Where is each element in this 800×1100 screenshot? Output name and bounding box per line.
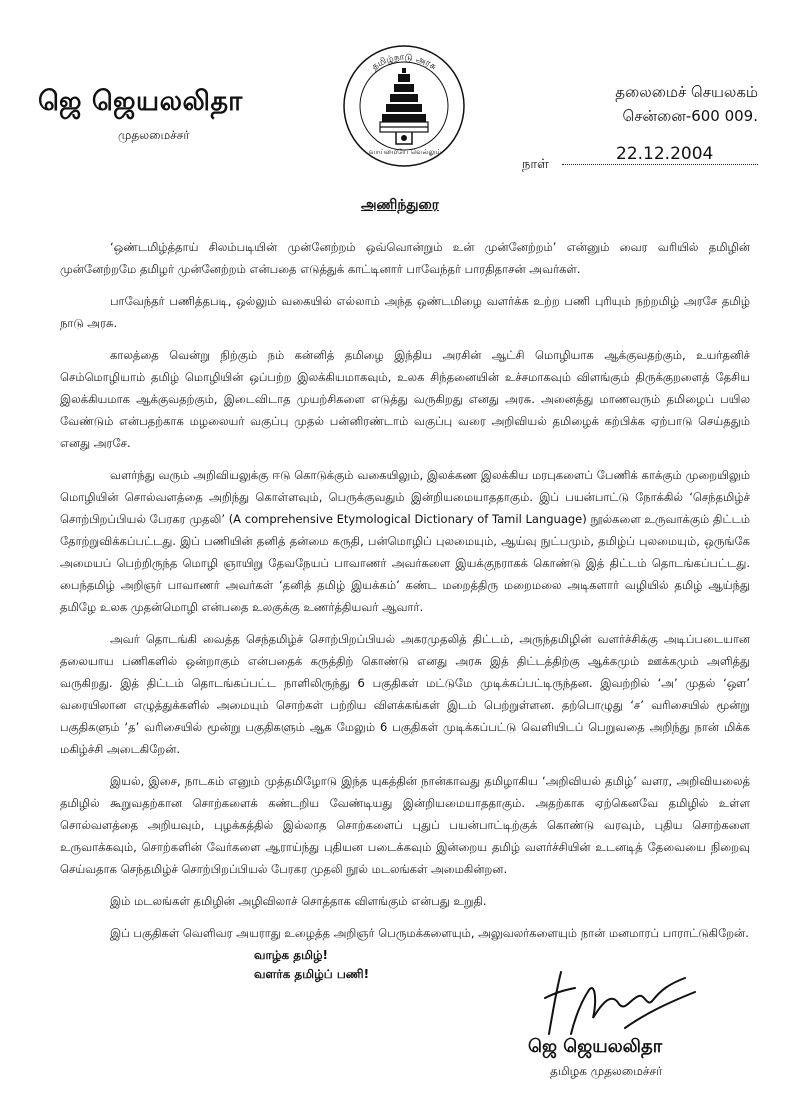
temple-tower-icon: [380, 68, 428, 144]
date-value: 22.12.2004: [616, 144, 714, 164]
body-paragraph: இப் பகுதிகள் வெளிவர அயராது உழைத்த அறிஞர் பெருமக்களையும், அலுவலர்களையும் நான் மனமாரப் பாராட்டுகிறேன்.: [110, 926, 749, 940]
letter-body: [60, 236, 750, 954]
body-paragraph: காலத்தை வென்று நிற்கும் நம் கன்னித் தமிழை இந்திய அரசின் ஆட்சி மொழியாக ஆக்குவதற்கும், உயர்தனிச் செம்மொழியாம் தமிழ் மொழியின் ஒப்பற்ற இலக்கியமாகவும், உலக சிந்தனையின் உச்சமாகவும் விளங்கும் திருக்குறளைத் தேசிய இலக்கியமாக ஆக்குவதற்கும், இடைவிடாத முயற்சிகளை எடுத்து வருகிறது எனது அரசு. அனைத்து மாணவரும் தமிழைப் பயில வேண்டும் என்பதற்காக மழலையர் வகுப்பு முதல் பன்னிரண்டாம் வகுப்பு வரை அறிவியல் தமிழைக் கற்பிக்க ஏற்பாடு செய்ததும் எனது அரசே.: [60, 348, 750, 450]
address-block: [615, 80, 758, 128]
body-paragraph: ‘ஒண்டமிழ்த்தாய் சிலம்படியின் முன்னேற்றம் ஒவ்வொன்றும் உன் முன்னேற்றம்’ என்னும் வைர வரியில் தமிழின் முன்னேற்றமே தமிழர் முன்னேற்றம் என்பதை எடுத்துக் காட்டினார் பாவேந்தர் பாரதிதாசன் அவர்கள்.: [60, 240, 750, 276]
address-line: சென்னை-600 009.: [622, 107, 758, 125]
body-paragraph: அவர் தொடங்கி வைத்த செந்தமிழ்ச் சொற்பிறப்பியல் அகரமுதலித் திட்டம், அருந்தமிழின் வளர்ச்சிக்கு அடிப்படையான தலையாய பணிகளில் ஒன்றாகும் என்பதைக் கருத்திற் கொண்டு எனது அரசு இத் திட்டத்திற்கு ஆக்கமும் ஊக்கமும் அளித்து வருகிறது. இத் திட்டம் தொடங்கப்பட்ட நாளிலிருந்து 6 பகுதிகள் மட்டுமே முடிக்கப்பட்டிருந்தன. இவற்றில் ‘அ’ முதல் ‘ஔ’ வரையிலான எழுத்துக்களில் அமையும் சொற்கள் பற்றிய விளக்கங்கள் இடம் பெற்றுள்ளன. தற்பொழுது ‘ச’ வரிசையில் மூன்று பகுதிகளும் ‘த’ வரிசையில் மூன்று பகுதிகளும் ஆக மேலும் 6 பகுதிகள் முடிக்கப்பட்டு வெளியிடப் பெறுவதை அறிந்து நான் மிக்க மகிழ்ச்சி அடைகிறேன்.: [60, 632, 750, 756]
body-paragraph: வளர்ந்து வரும் அறிவியலுக்கு ஈடு கொடுக்கும் வகையிலும், இலக்கண இலக்கிய மரபுகளைப் பேணிக் காக்கும் முறையிலும் மொழியின் சொல்வளத்தை அறிந்து கொள்ளவும், பெருக்குவதும் இன்றியமையாததாகும். இப் பயன்பாட்டு நோக்கில் ‘செந்தமிழ்ச் சொற்பிறப்பியல் பேரகர முதலி’ (A comprehensive Etymological Dictionary of Tamil Language) நூல்களை உருவாக்கும் திட்டம் தோற்றுவிக்கப்பட்டது. இப் பணியின் தனித் தன்மை கருதி, பன்மொழிப் புலமையும், ஆய்வு நுட்பமும், தமிழ்ப் புலமையும், ஒருங்கே அமையப் பெற்றிருந்த மொழி ஞாயிறு தேவநேயப் பாவாணர் அவர்களை இயக்குநராகக் கொண்டு இத் திட்டம் தொடங்கப்பட்டது. பைந்தமிழ் அறிஞர் பாவாணர் அவர்கள் ‘தனித் தமிழ் இயக்கம்’ கண்ட மறைத்திரு மறைமலை அடிகளார் வழியில் தமிழ் ஆய்ந்து தமிழே உலக முதன்மொழி என்பதை உலகுக்கு உணர்த்தியவர் ஆவார்.: [60, 468, 750, 614]
seal-top-text: தமிழ்நாடு அரசு: [370, 52, 438, 73]
date-label: நாள்: [522, 157, 549, 172]
letter-heading: [0, 197, 800, 215]
heading-text: அணிந்துரை: [361, 197, 439, 213]
signatory-name: ஜெ ஜெயலலிதா: [528, 1036, 663, 1057]
sender-name: ஜெ ஜெயலலிதா: [38, 86, 243, 117]
sender-title: முதலமைச்சர்: [118, 128, 190, 142]
closing-salutation: [254, 946, 369, 984]
closing-line: வளர்க தமிழ்ப் பணி!: [254, 967, 370, 981]
signatory-title: தமிழக முதலமைச்சர்: [550, 1064, 663, 1078]
closing-line: வாழ்க தமிழ்!: [254, 948, 329, 962]
date-field: [522, 144, 762, 174]
address-line: தலைமைச் செயலகம்: [615, 83, 758, 101]
body-paragraph: இம் மடலங்கள் தமிழின் அழிவிலாச் சொத்தாக விளங்கும் என்பது உறுதி.: [110, 894, 487, 908]
seal-motto: வாய்மையே வெல்லும்: [368, 148, 442, 156]
body-paragraph: இயல், இசை, நாடகம் எனும் முத்தமிழோடு இந்த யுகத்தின் நான்காவது தமிழாகிய ‘அறிவியல் தமிழ்’ வளர, அறிவியலைத் தமிழில் கூறுவதற்கான சொற்களைக் கண்டறிய வேண்டியது இன்றியமையாததாகும். அதற்காக ஏற்கெனவே தமிழில் உள்ள சொல்வளத்தை அறியவும், புழக்கத்தில் இல்லாத சொற்களைப் புதுப் பயன்பாட்டிற்குக் கொண்டு வரவும், புதிய சொற்களை உருவாக்கவும், சொற்களின் வேர்களை ஆராய்ந்து புதியன படைக்கவும் இன்றைய தமிழ் வளர்ச்சியின் உடனடித் தேவையை நிறைவு செய்வதாக செந்தமிழ்ச் சொற்பிறப்பியல் பேரகர முதலி நூல் மடலங்கள் அமைகின்றன.: [60, 774, 750, 876]
body-paragraph: பாவேந்தர் பணித்தபடி, ஒல்லும் வகையில் எல்லாம் அந்த ஒண்டமிழை வளர்க்க உற்ற பணி புரியும் நற்றமிழ் அரசே தமிழ் நாடு அரசு.: [60, 294, 750, 330]
date-dotted-line: [562, 164, 758, 165]
handwritten-signature: [535, 938, 705, 1050]
